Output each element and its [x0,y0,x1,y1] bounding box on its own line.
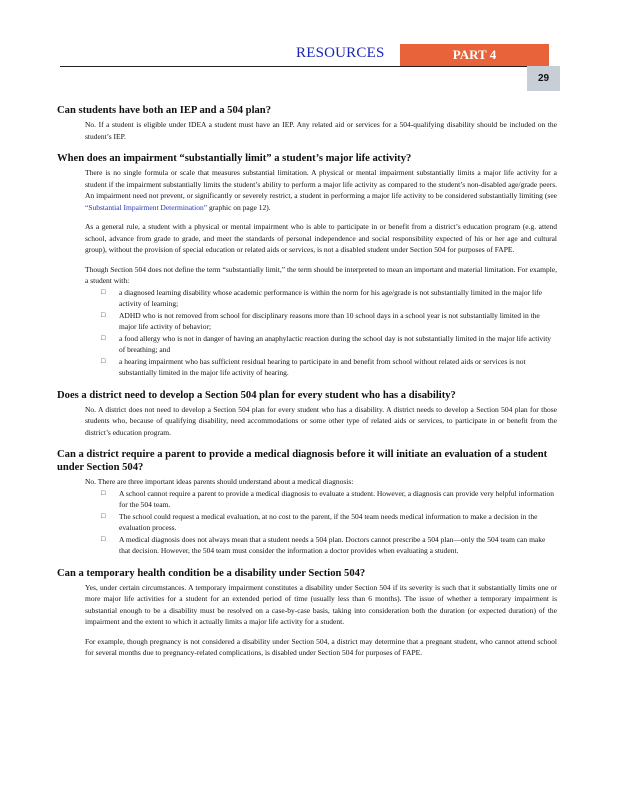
faq-question: When does an impairment “substantially limit” a student’s major life activity? [57,153,412,164]
faq-section-temporary-condition [57,567,557,659]
faq-section-substantially-limit [57,152,557,379]
faq-section-medical-diagnosis [57,448,557,557]
part-label: PART 4 [400,44,549,66]
list-item-text: The school could request a medical evaluation, at no cost to the parent, if the 504 team needs medical information to make a decision in the evaluation process. [119,511,538,532]
list-item-text: a diagnosed learning disability whose academic performance is within the norm for his age/grade is not substantially limited in the major life activity of learning; [119,287,543,308]
list-item [101,356,557,379]
faq-answer: No. There are three important ideas parents should understand about a medical diagnosis: [85,477,354,486]
faq-section-every-student [57,389,557,439]
faq-answer: No. A district does not need to develop a Section 504 plan for every student who has a disability. A district needs to develop a Section 504 plan for those students who, because of qualifying disability, need accommodations or some other type of related aids or services, to participate in or benefit from the district’s education program. [85,404,557,437]
checkbox-bullet-icon: □ [101,333,106,342]
header-title: RESOURCES [296,45,385,61]
answer-text: There is no single formula or scale that measures substantial limitation. A physical or mental impairment substantially limits a major life activity for a student if the impairment substantially limits the student’s ability to perform a major life activity as compared to the student’s non-disabled age/grade peers. An impairment need not prevent, or significantly or severely restrict, a student in performing a major life activity to be considered substantially limiting (see [85,168,557,200]
faq-answer: As a general rule, a student with a physical or mental impairment who is able to participate in or benefit from a district’s education program (e.g. attend school, advance from grade to grade, and meet the standards of personal independence and social responsibility expected of his or her age and cultural group), without the provision of special education or related aids or services, is not a disabled student under Section 504 for purposes of FAPE. [85,222,557,254]
checkbox-bullet-icon: □ [101,534,106,543]
faq-answer: For example, though pregnancy is not considered a disability under Section 504, a district may determine that a pregnant student, who cannot attend school for several months due to pregnancy-related complications, is disabled under Section 504 for purposes of FAPE. [85,636,557,657]
graphic-reference-link[interactable]: “Substantial Impairment Determination” [85,202,208,212]
faq-answer: No. If a student is eligible under IDEA a student must have an IEP. Any related aid or services for a 504-qualifying disability should be included on the student’s IEP. [85,120,557,141]
faq-question: Can students have both an IEP and a 504 plan? [57,105,272,116]
list-item [101,287,557,310]
list-item-text: a food allergy who is not in danger of having an anaphylactic reaction during the school day is not substantially limited in the major life activity of breathing; and [119,333,552,354]
faq-question: Can a district require a parent to provide a medical diagnosis before it will initiate an evaluation of a student under Section 504? [57,449,548,473]
answer-text: graphic on page 12). [207,202,271,212]
faq-question: Can a temporary health condition be a disability under Section 504? [57,567,366,579]
checkbox-bullet-icon: □ [101,511,106,520]
list-item [101,310,557,333]
checkbox-bullet-icon: □ [101,488,106,497]
list-item-text: A school cannot require a parent to provide a medical diagnosis to evaluate a student. However, a diagnosis can provide very helpful information for the 504 team. [119,488,554,509]
list-item-text: a hearing impairment who has sufficient residual hearing to participate in and benefit from school without related aids or services is not substantially limited in the major life activity of hearing. [119,356,526,377]
faq-answer: Yes, under certain circumstances. A temporary impairment constitutes a disability under Section 504 if its severity is such that it substantially limits one or more major life activities for a student for an extended period of time (usually less than 6 months). The issue of whether a temporary impairment is substantial enough to be a disability must be resolved on a case-by-case basis, taking into consideration both the duration (or expected duration) of the impairment and the extent to which it actually limits a major life activity for a student. [85,582,557,626]
page-number: 29 [527,66,560,91]
example-list [57,287,557,379]
list-item-text: A medical diagnosis does not always mean that a student needs a 504 plan. Doctors cannot prescribe a 504 plan—only the 504 team can make that decision. However, the 504 team must consider the information a doctor provides when evaluating a student. [119,534,546,555]
list-item-text: ADHD who is not removed from school for disciplinary reasons more than 10 school days in a school year is not substantially limited in the major life activity of behavior; [119,310,540,331]
list-item [101,534,557,557]
faq-question: Does a district need to develop a Section 504 plan for every student who has a disability? [57,389,456,401]
faq-answer: Though Section 504 does not define the term “substantially limit,” the term should be interpreted to mean an important and material limitation. For example, a student with: [85,264,557,285]
faq-answer [57,167,557,213]
checkbox-bullet-icon: □ [101,310,106,319]
checkbox-bullet-icon: □ [101,287,106,296]
document-body [57,104,557,669]
header-divider [60,66,528,67]
idea-list [57,488,557,557]
list-item [101,333,557,356]
checkbox-bullet-icon: □ [101,356,106,365]
faq-section-iep-504 [57,104,557,142]
list-item [101,488,557,511]
list-item [101,511,557,534]
